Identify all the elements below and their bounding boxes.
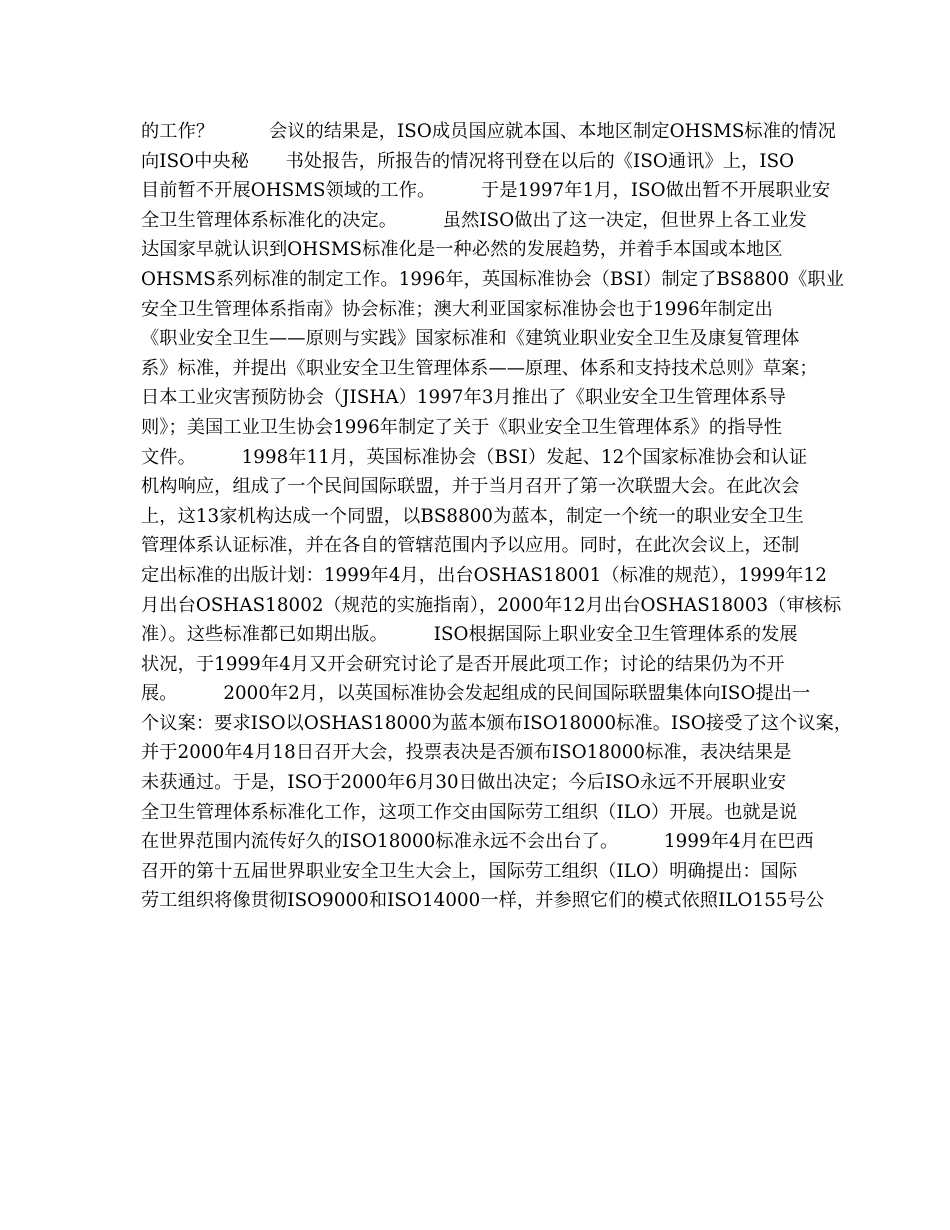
text-line: 达国家早就认识到OHSMS标准化是一种必然的发展趋势，并着手本国或本地区	[141, 239, 783, 261]
text-line: 展。 2000年2月，以英国标准协会发起组成的民间国际联盟集体向ISO提出一	[141, 683, 811, 705]
text-line: 日本工业灾害预防协会（JISHA）1997年3月推出了《职业安全卫生管理体系导	[141, 387, 787, 409]
text-line: 个议案：要求ISO以OSHAS18000为蓝本颁布ISO18000标准。ISO接受了这个议案，	[141, 712, 853, 734]
body-text	[141, 117, 853, 916]
text-line: 的工作？ 会议的结果是，ISO成员国应就本国、本地区制定OHSMS标准的情况	[141, 121, 836, 142]
text-line: 召开的第十五届世界职业安全卫生大会上，国际劳工组织（ILO）明确提出：国际	[141, 860, 798, 882]
text-line: 文件。 1998年11月，英国标准协会（BSI）发起、12个国家标准协会和认证	[141, 446, 808, 468]
text-line: 定出标准的出版计划：1999年4月，出台OSHAS18001（标准的规范），1999年12	[141, 564, 827, 586]
text-line: 则》；美国工业卫生协会1996年制定了关于《职业安全卫生管理体系》的指导性	[141, 416, 783, 438]
text-line: OHSMS系列标准的制定工作。1996年，英国标准协会（BSI）制定了BS8800《职业	[141, 268, 844, 290]
text-line: 全卫生管理体系标准化的决定。 虽然ISO做出了这一决定，但世界上各工业发	[141, 209, 807, 231]
text-line: 月出台OSHAS18002（规范的实施指南），2000年12月出台OSHAS18003（审核标	[141, 594, 842, 616]
text-line: 管理体系认证标准，并在各自的管辖范围内予以应用。同时，在此次会议上，还制	[141, 535, 800, 557]
text-line: 上，这13家机构达成一个同盟，以BS8800为蓝本，制定一个统一的职业安全卫生	[141, 505, 804, 527]
text-line: 状况，于1999年4月又开会研究讨论了是否开展此项工作；讨论的结果仍为不开	[141, 653, 785, 675]
text-line: 机构响应，组成了一个民间国际联盟，并于当月召开了第一次联盟大会。在此次会	[141, 476, 800, 498]
text-line: 在世界范围内流传好久的ISO18000标准永远不会出台了。 1999年4月在巴西	[141, 831, 814, 853]
text-line: 劳工组织将像贯彻ISO9000和ISO14000一样，并参照它们的模式依照ILO155号公	[141, 890, 825, 912]
text-line: 系》标准，并提出《职业安全卫生管理体系——原理、体系和支持技术总则》草案；	[141, 357, 818, 379]
text-line: 准）。这些标准都已如期出版。 ISO根据国际上职业安全卫生管理体系的发展	[141, 624, 798, 646]
text-line: 向ISO中央秘 书处报告，所报告的情况将刊登在以后的《ISO通讯》上，ISO	[141, 150, 795, 172]
text-line: 未获通过。于是，ISO于2000年6月30日做出决定；今后ISO永远不开展职业安	[141, 772, 787, 794]
text-line: 安全卫生管理体系指南》协会标准；澳大利亚国家标准协会也于1996年制定出	[141, 298, 773, 320]
text-line: 全卫生管理体系标准化工作，这项工作交由国际劳工组织（ILO）开展。也就是说	[141, 801, 798, 823]
text-line: 并于2000年4月18日召开大会，投票表决是否颁布ISO18000标准，表决结果是	[141, 742, 792, 764]
text-line: 《职业安全卫生——原则与实践》国家标准和《建筑业职业安全卫生及康复管理体	[141, 328, 800, 350]
text-line: 目前暂不开展OHSMS领域的工作。 于是1997年1月，ISO做出暂不开展职业安	[141, 180, 831, 202]
